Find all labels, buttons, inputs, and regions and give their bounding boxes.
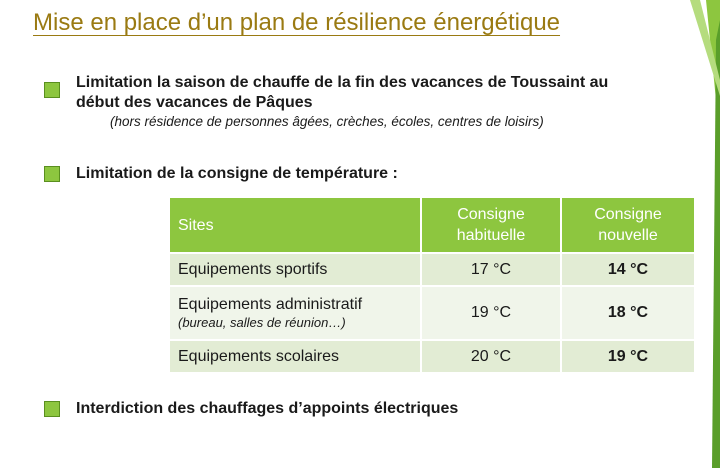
site-subtitle: (bureau, salles de réunion…) <box>178 315 346 330</box>
table-header-row <box>169 197 695 253</box>
header-consigne-habituelle <box>421 197 561 253</box>
bullet-note-exceptions: (hors résidence de personnes âgées, crèches, écoles, centres de loisirs) <box>110 114 544 129</box>
bullet-text-heating-season <box>76 73 676 113</box>
header-sites: Sites <box>169 197 421 253</box>
bullet-text-line-2: début des vacances de Pâques <box>76 94 313 111</box>
header-nouvelle-line-1: Consigne <box>594 206 662 223</box>
deco-sliver-top <box>706 0 720 140</box>
page-title: Mise en place d’un plan de résilience énergétique <box>33 9 561 36</box>
header-consigne-nouvelle <box>561 197 695 253</box>
deco-sliver-right <box>712 20 720 468</box>
consigne-habituelle-cell: 20 °C <box>421 340 561 373</box>
site-cell: Equipements sportifs <box>169 253 421 286</box>
site-cell: Equipements scolaires <box>169 340 421 373</box>
bullet-square-1 <box>44 82 60 98</box>
deco-sliver-light <box>690 0 720 96</box>
consigne-habituelle-cell: 19 °C <box>421 286 561 340</box>
table-row <box>169 340 695 373</box>
bullet-square-2 <box>44 166 60 182</box>
header-habituelle-line-1: Consigne <box>457 206 525 223</box>
bullet-text-line-1: Limitation la saison de chauffe de la fin des vacances de Toussaint au <box>76 74 609 91</box>
temperature-table <box>168 196 696 374</box>
site-name: Equipements administratif <box>178 296 363 313</box>
site-cell <box>169 286 421 340</box>
consigne-nouvelle-cell: 14 °C <box>561 253 695 286</box>
consigne-nouvelle-cell: 19 °C <box>561 340 695 373</box>
consigne-nouvelle-cell: 18 °C <box>561 286 695 340</box>
table-row <box>169 286 695 340</box>
bullet-square-3 <box>44 401 60 417</box>
consigne-habituelle-cell: 17 °C <box>421 253 561 286</box>
header-nouvelle-line-2: nouvelle <box>598 227 658 244</box>
bullet-text-electric-heaters: Interdiction des chauffages d’appoints électriques <box>76 400 459 417</box>
bullet-text-temperature: Limitation de la consigne de température : <box>76 165 398 182</box>
header-habituelle-line-2: habituelle <box>456 227 526 244</box>
table-row <box>169 253 695 286</box>
